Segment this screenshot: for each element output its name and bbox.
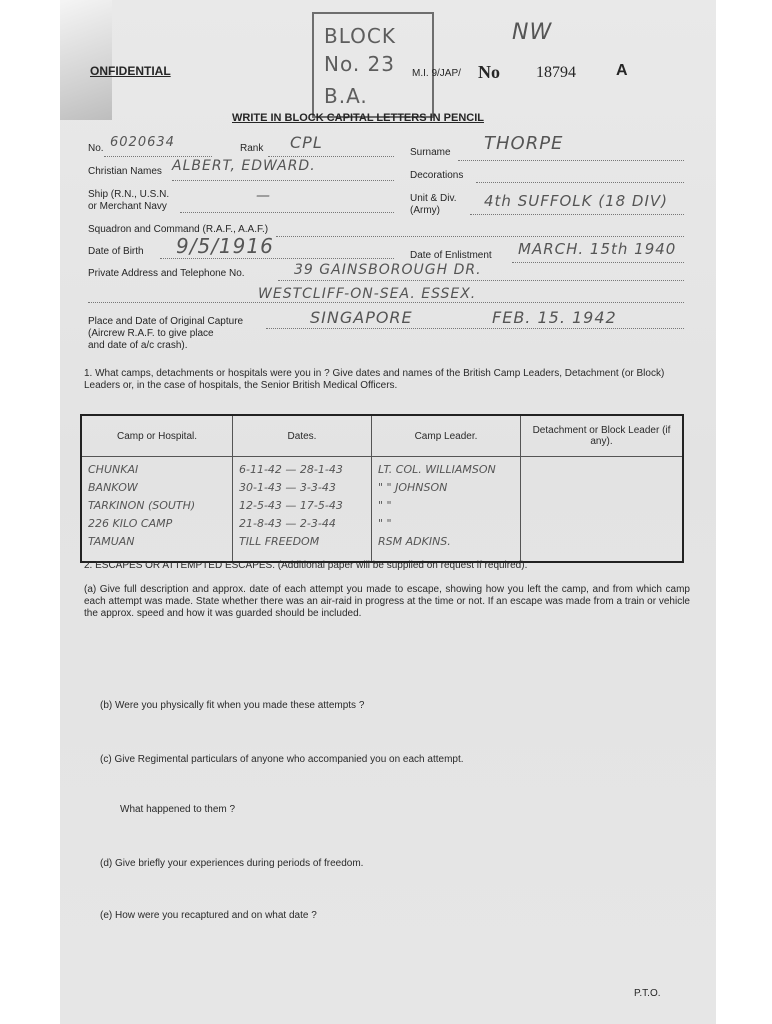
stamp-line-2: No. 23	[324, 52, 396, 76]
unit-label-2: (Army)	[410, 205, 440, 216]
question-2c: (c) Give Regimental particulars of anyone who accompanied you on each attempt.	[100, 754, 464, 765]
surname-label: Surname	[410, 147, 451, 158]
rank-value: CPL	[290, 133, 323, 152]
capture-date: FEB. 15. 1942	[492, 308, 617, 327]
list-item: 226 KILO CAMP	[88, 517, 173, 530]
form-number: 18794	[536, 64, 576, 81]
address-line-1: 39 GAINSBOROUGH DR.	[294, 262, 482, 278]
detachment-column	[521, 457, 684, 563]
address-line-2: WESTCLIFF-ON-SEA. ESSEX.	[258, 286, 477, 302]
dob-label: Date of Birth	[88, 246, 144, 257]
unit-value: 4th SUFFOLK (18 DIV)	[484, 192, 669, 210]
question-1: 1. What camps, detachments or hospitals were you in ? Give dates and names of the British Camp Leaders, Detachment (or Block) Leaders or, in the case of hospitals, the Senior British Medical Officers.	[84, 368, 665, 391]
form-series: A	[616, 62, 628, 79]
list-item: 30-1-43 — 3-3-43	[239, 481, 336, 494]
stamp-line-1: BLOCK	[324, 24, 396, 48]
list-item: " "	[378, 499, 392, 512]
list-item: BANKOW	[88, 481, 138, 494]
no-label: No.	[88, 143, 104, 154]
surname-value: THORPE	[484, 133, 564, 154]
enlistment-value: MARCH. 15th 1940	[518, 240, 677, 258]
list-item: CHUNKAI	[88, 463, 139, 476]
header-dates: Dates.	[233, 415, 372, 457]
list-item: TARKINON (SOUTH)	[88, 499, 196, 512]
dates-column	[233, 457, 372, 563]
question-2c-followup: What happened to them ?	[120, 804, 236, 815]
decorations-label: Decorations	[410, 170, 464, 181]
capture-label-2: (Aircrew R.A.F. to give place	[88, 328, 214, 339]
list-item: RSM ADKINS.	[378, 535, 451, 548]
block-stamp	[312, 12, 434, 118]
list-item: 12-5-43 — 17-5-43	[239, 499, 343, 512]
handwritten-nw: NW	[512, 20, 553, 45]
header-leader: Camp Leader.	[372, 415, 521, 457]
camps-table	[80, 414, 684, 563]
question-2d: (d) Give briefly your experiences during periods of freedom.	[100, 858, 364, 869]
table-header-row	[81, 415, 683, 457]
header-detachment: Detachment or Block Leader (if any).	[521, 415, 684, 457]
list-item: 6-11-42 — 28-1-43	[239, 463, 343, 476]
christian-names-label: Christian Names	[88, 166, 162, 177]
list-item: " " JOHNSON	[378, 481, 448, 494]
squadron-label: Squadron and Command (R.A.F., A.A.F.)	[88, 224, 269, 235]
stamp-line-3: B.A.	[324, 84, 368, 108]
instruction-text: WRITE IN BLOCK CAPITAL LETTERS IN PENCIL	[232, 112, 484, 124]
ship-label-1: Ship (R.N., U.S.N.	[88, 189, 170, 200]
header-camp: Camp or Hospital.	[81, 415, 233, 457]
page-fold	[60, 0, 112, 120]
rank-label: Rank	[240, 143, 264, 154]
capture-label-3: and date of a/c crash).	[88, 340, 188, 351]
address-label: Private Address and Telephone No.	[88, 268, 245, 279]
list-item: " "	[378, 517, 392, 530]
number-label: No	[478, 62, 500, 82]
list-item: TILL FREEDOM	[239, 535, 320, 548]
list-item: 21-8-43 — 2-3-44	[239, 517, 336, 530]
no-value: 6020634	[110, 135, 175, 150]
unit-label-1: Unit & Div.	[410, 193, 457, 204]
christian-names-value: ALBERT, EDWARD.	[172, 158, 316, 174]
capture-label-1: Place and Date of Original Capture	[88, 316, 244, 327]
ship-label-2: or Merchant Navy	[88, 201, 167, 212]
document-page	[60, 0, 716, 1024]
camp-column	[81, 457, 233, 563]
enlistment-label: Date of Enlistment	[410, 250, 492, 261]
question-2b: (b) Were you physically fit when you made these attempts ?	[100, 700, 365, 711]
pto-label: P.T.O.	[634, 988, 661, 999]
question-2: 2. ESCAPES OR ATTEMPTED ESCAPES. (Additional paper will be supplied on request if required).	[84, 560, 528, 571]
confidential-label: ONFIDENTIAL	[90, 64, 171, 78]
leader-column	[372, 457, 521, 563]
form-reference: M.I. 9/JAP/	[412, 68, 461, 79]
capture-place: SINGAPORE	[310, 308, 413, 327]
list-item: TAMUAN	[88, 535, 135, 548]
ship-value: —	[256, 188, 271, 204]
list-item: LT. COL. WILLIAMSON	[378, 463, 496, 476]
question-2a: (a) Give full description and approx. date of each attempt you made to escape, showing how you left the camp, and from which camp each attempt was made. State whether there was an air-raid in progress at the time or not. If an escape was made from a train or vehicle the approx. speed and how it was guarded should be included.	[84, 584, 690, 619]
instruction-heading	[232, 112, 484, 124]
dob-value: 9/5/1916	[176, 234, 274, 258]
table-body-row	[81, 457, 683, 563]
question-2e: (e) How were you recaptured and on what date ?	[100, 910, 317, 921]
